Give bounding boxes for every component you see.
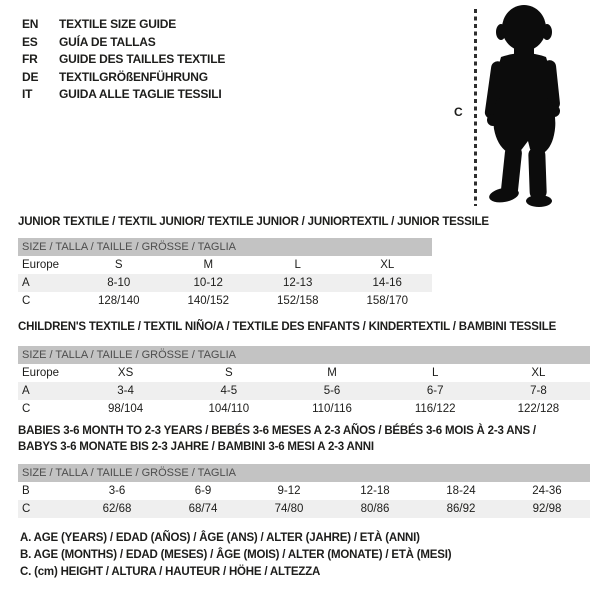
row-label: C [22, 295, 31, 307]
table-cell: 122/128 [517, 403, 560, 415]
table-row [18, 382, 590, 400]
size-header-bar: SIZE / TALLA / TAILLE / GRÖSSE / TAGLIA [18, 346, 590, 364]
table-cell: 3-4 [117, 385, 134, 397]
table-cell: 80/86 [360, 503, 390, 515]
junior-textile-title [18, 214, 489, 230]
table-cell: 5-6 [323, 385, 341, 397]
table-cell: 104/110 [208, 403, 250, 415]
table-cell: 152/158 [276, 295, 319, 307]
table-cell: 6-9 [194, 485, 212, 497]
row-label: C [22, 503, 31, 515]
language-code: IT [22, 87, 33, 101]
table-cell: M [327, 367, 337, 379]
table-row [18, 400, 590, 418]
table-cell: 110/116 [312, 403, 352, 415]
row-label: A [22, 277, 30, 289]
table-title-line: CHILDREN'S TEXTILE / TEXTIL NIÑO/A / TEXTILE DES ENFANTS / KINDERTEXTIL / BAMBINI TESSILE [18, 321, 557, 333]
footnote-list [20, 530, 451, 581]
language-code: ES [22, 34, 38, 49]
table-title-line: JUNIOR TEXTILE / TEXTIL JUNIOR/ TEXTILE JUNIOR / JUNIORTEXTIL / JUNIOR TESSILE [18, 216, 489, 228]
table-cell: 6-7 [426, 385, 444, 397]
table-cell: 128/140 [97, 295, 140, 307]
junior-textile-table [18, 238, 432, 310]
table-cell: 10-12 [193, 277, 223, 289]
table-cell: 12-13 [283, 277, 313, 289]
row-label: Europe [22, 367, 60, 379]
table-cell: M [203, 259, 214, 271]
table-cell: 86/92 [446, 503, 476, 515]
language-title: TEXTILGRÖßENFÜHRUNG [59, 69, 208, 84]
table-cell: S [114, 259, 123, 271]
height-dashed-line [474, 9, 477, 206]
table-cell: 9-12 [277, 485, 301, 497]
table-cell: 8-10 [107, 277, 131, 289]
table-cell: 24-36 [532, 485, 562, 497]
baby-silhouette-icon [482, 5, 578, 209]
babies-textile-title [18, 423, 536, 455]
size-header-bar: SIZE / TALLA / TAILLE / GRÖSSE / TAGLIA [18, 464, 590, 482]
babies-textile-table [18, 464, 590, 518]
language-row [22, 86, 225, 104]
language-title: GUÍA DE TALLAS [59, 34, 156, 49]
table-title-line: BABIES 3-6 MONTH TO 2-3 YEARS / BEBÉS 3-6 MESES A 2-3 AÑOS / BÉBÉS 3-6 MOIS À 2-3 ANS / [18, 425, 536, 437]
language-code: EN [22, 17, 39, 31]
footnote-line: A. AGE (YEARS) / EDAD (AÑOS) / ÂGE (ANS) / ALTER (JAHRE) / ETÀ (ANNI) [20, 532, 420, 544]
table-row [18, 482, 590, 500]
table-cell: S [224, 367, 233, 379]
table-cell: 116/122 [414, 403, 456, 415]
table-row [18, 256, 432, 274]
table-cell: 158/170 [366, 295, 409, 307]
language-row [22, 51, 225, 69]
table-cell: 3-6 [108, 485, 126, 497]
table-cell: 7-8 [530, 385, 547, 397]
table-cell: L [432, 367, 439, 379]
language-title: GUIDE DES TAILLES TEXTILE [59, 52, 226, 66]
table-title-line: BABYS 3-6 MONATE BIS 2-3 JAHRE / BAMBINI 3-6 MESI A 2-3 ANNI [18, 441, 374, 453]
table-cell: 98/104 [108, 403, 144, 415]
footnote-line: B. AGE (MONTHS) / EDAD (MESES) / ÂGE (MOIS) / ALTER (MONATE) / ETÀ (MESI) [20, 549, 452, 561]
height-measure-label: C [454, 105, 463, 119]
row-label: Europe [22, 259, 60, 271]
row-label: A [22, 385, 30, 397]
table-cell: XL [380, 259, 395, 271]
childrens-textile-table [18, 346, 590, 418]
table-cell: 140/152 [187, 295, 230, 307]
row-label: B [22, 485, 30, 497]
language-row [22, 69, 225, 87]
language-title: GUIDA ALLE TAGLIE TESSILI [59, 87, 222, 101]
table-cell: 14-16 [372, 277, 402, 289]
table-row [18, 500, 590, 518]
table-cell: 62/68 [102, 503, 132, 515]
table-row [18, 274, 432, 292]
language-code: DE [22, 69, 39, 84]
size-header-bar: SIZE / TALLA / TAILLE / GRÖSSE / TAGLIA [18, 238, 432, 256]
table-cell: XS [117, 367, 134, 379]
footnote-line: C. (cm) HEIGHT / ALTURA / HAUTEUR / HÖHE / ALTEZZA [20, 566, 321, 578]
childrens-textile-title [18, 319, 556, 335]
table-cell: L [294, 259, 301, 271]
table-cell: 4-5 [220, 385, 238, 397]
language-row [22, 34, 225, 52]
table-row [18, 292, 432, 310]
table-cell: 12-18 [360, 485, 390, 497]
language-code: FR [22, 52, 38, 66]
table-cell: 18-24 [446, 485, 476, 497]
row-label: C [22, 403, 31, 415]
table-cell: 74/80 [274, 503, 304, 515]
table-cell: 68/74 [188, 503, 218, 515]
language-title-list [22, 16, 225, 104]
table-cell: XL [531, 367, 546, 379]
table-cell: 92/98 [532, 503, 562, 515]
table-row [18, 364, 590, 382]
language-row [22, 16, 225, 34]
language-title: TEXTILE SIZE GUIDE [59, 17, 177, 31]
